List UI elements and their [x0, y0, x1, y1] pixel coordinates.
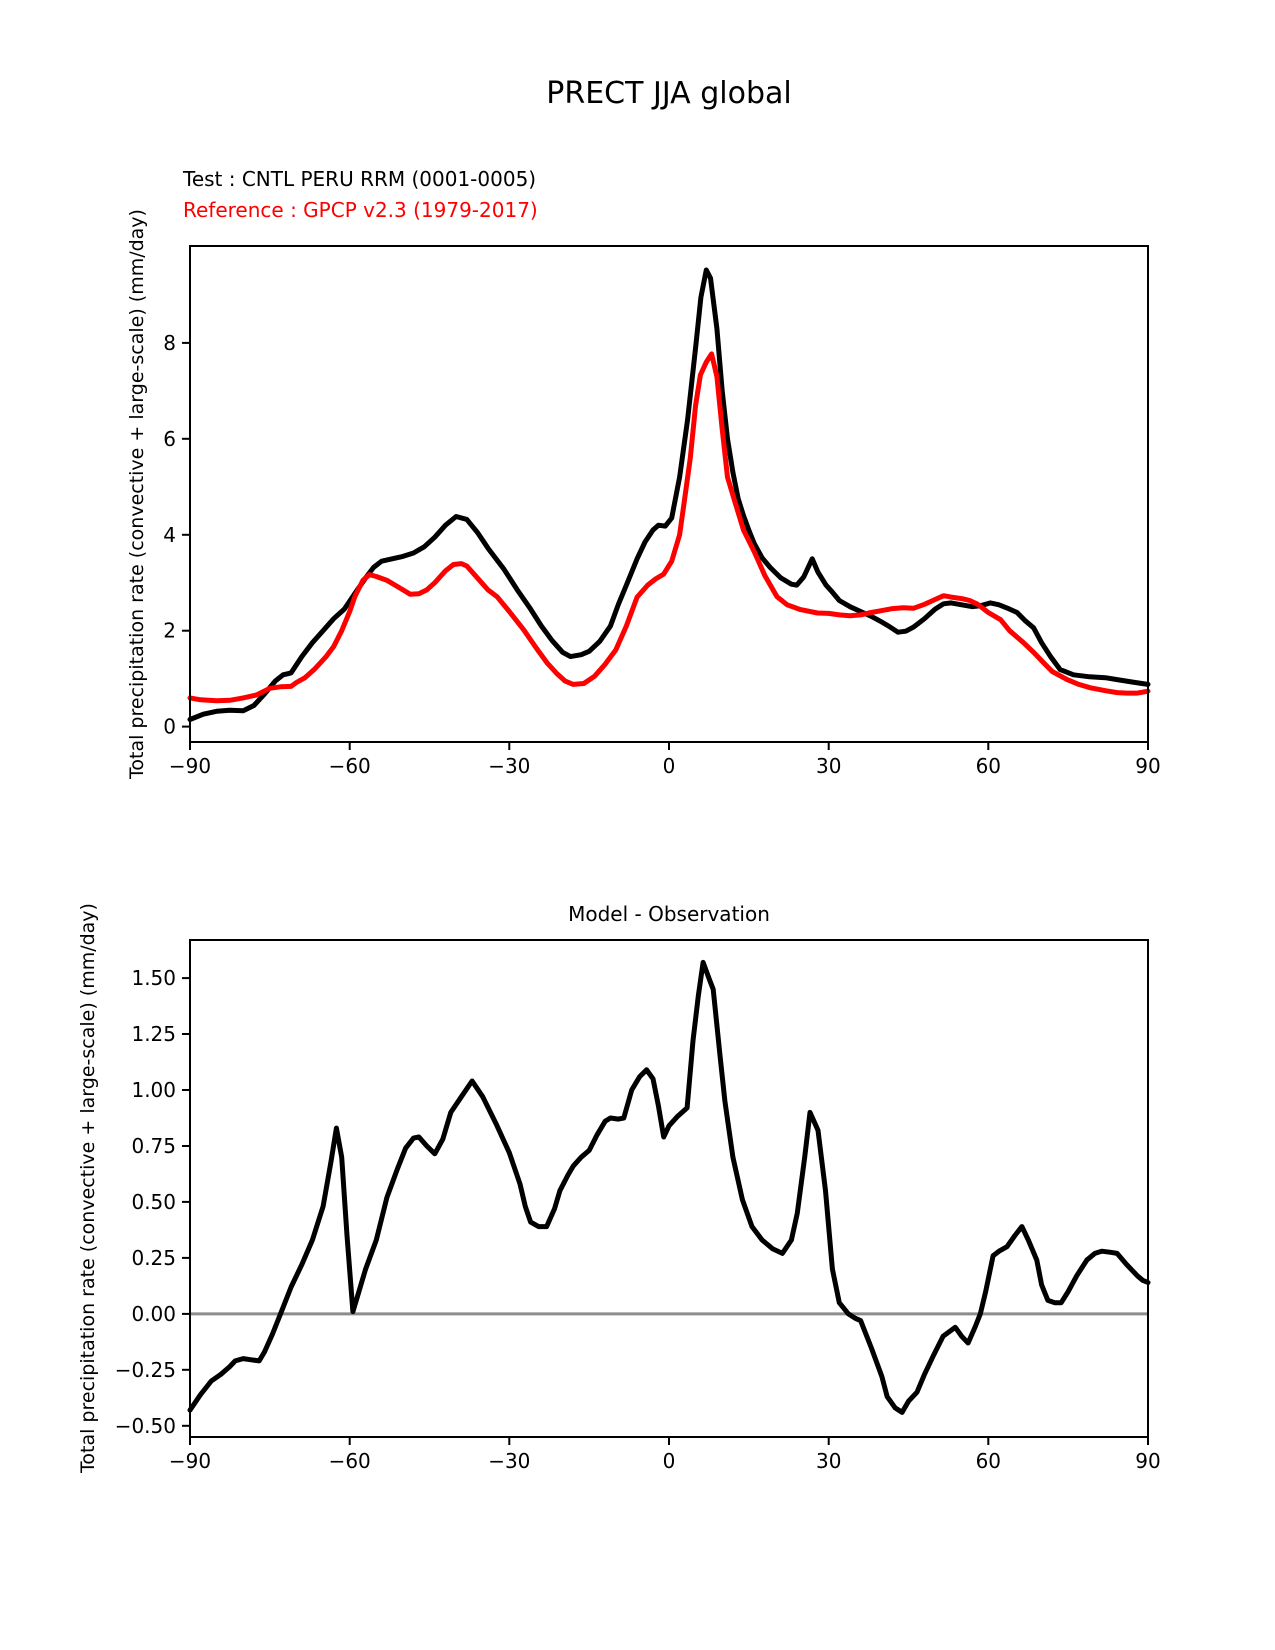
- y-tick-label: −0.25: [114, 1357, 176, 1382]
- bottom-y-axis-label: Total precipitation rate (convective + large-scale) (mm/day): [77, 903, 99, 1473]
- x-tick-label: 60: [975, 1449, 1002, 1473]
- y-tick-label: 0: [163, 714, 176, 739]
- y-tick-label: 1.50: [131, 966, 176, 991]
- y-tick-label: 0.50: [131, 1189, 176, 1214]
- bottom-chart-title: Model - Observation: [568, 902, 770, 926]
- figure-title: PRECT JJA global: [546, 76, 792, 111]
- x-tick-label: −30: [488, 1449, 531, 1473]
- x-tick-label: 30: [815, 754, 842, 778]
- test-series-line: [190, 270, 1148, 720]
- x-tick-label: 30: [815, 1449, 842, 1473]
- x-tick-label: −30: [488, 754, 531, 778]
- x-tick-label: −90: [168, 754, 212, 778]
- y-tick-label: 0.25: [131, 1245, 176, 1270]
- y-tick-label: 1.00: [131, 1078, 176, 1102]
- y-tick-label: 6: [163, 426, 176, 451]
- x-tick-label: 0: [662, 754, 676, 778]
- x-tick-label: 60: [975, 754, 1002, 778]
- x-tick-label: −60: [328, 754, 371, 778]
- y-tick-label: 0.75: [131, 1134, 176, 1158]
- x-tick-label: −60: [328, 1449, 371, 1473]
- y-tick-label: 1.25: [131, 1022, 176, 1046]
- x-tick-label: −90: [168, 1449, 212, 1473]
- difference-series-line: [190, 962, 1148, 1412]
- x-tick-label: 90: [1135, 754, 1161, 778]
- x-tick-label: 0: [662, 1449, 676, 1473]
- axes-frame: [190, 940, 1148, 1437]
- y-tick-label: 4: [163, 522, 176, 547]
- y-tick-label: 2: [163, 618, 176, 643]
- legend-test-entry: Test : CNTL PERU RRM (0001-0005): [183, 167, 537, 191]
- y-tick-label: −0.50: [114, 1413, 176, 1438]
- x-tick-label: 90: [1135, 1449, 1161, 1473]
- reference-series-line: [190, 354, 1148, 701]
- y-tick-label: 0.00: [131, 1301, 176, 1326]
- y-tick-label: 8: [163, 330, 176, 355]
- axes-frame: [190, 246, 1148, 742]
- top-y-axis-label: Total precipitation rate (convective + large-scale) (mm/day): [126, 209, 148, 779]
- legend-reference-entry: Reference : GPCP v2.3 (1979-2017): [183, 198, 538, 222]
